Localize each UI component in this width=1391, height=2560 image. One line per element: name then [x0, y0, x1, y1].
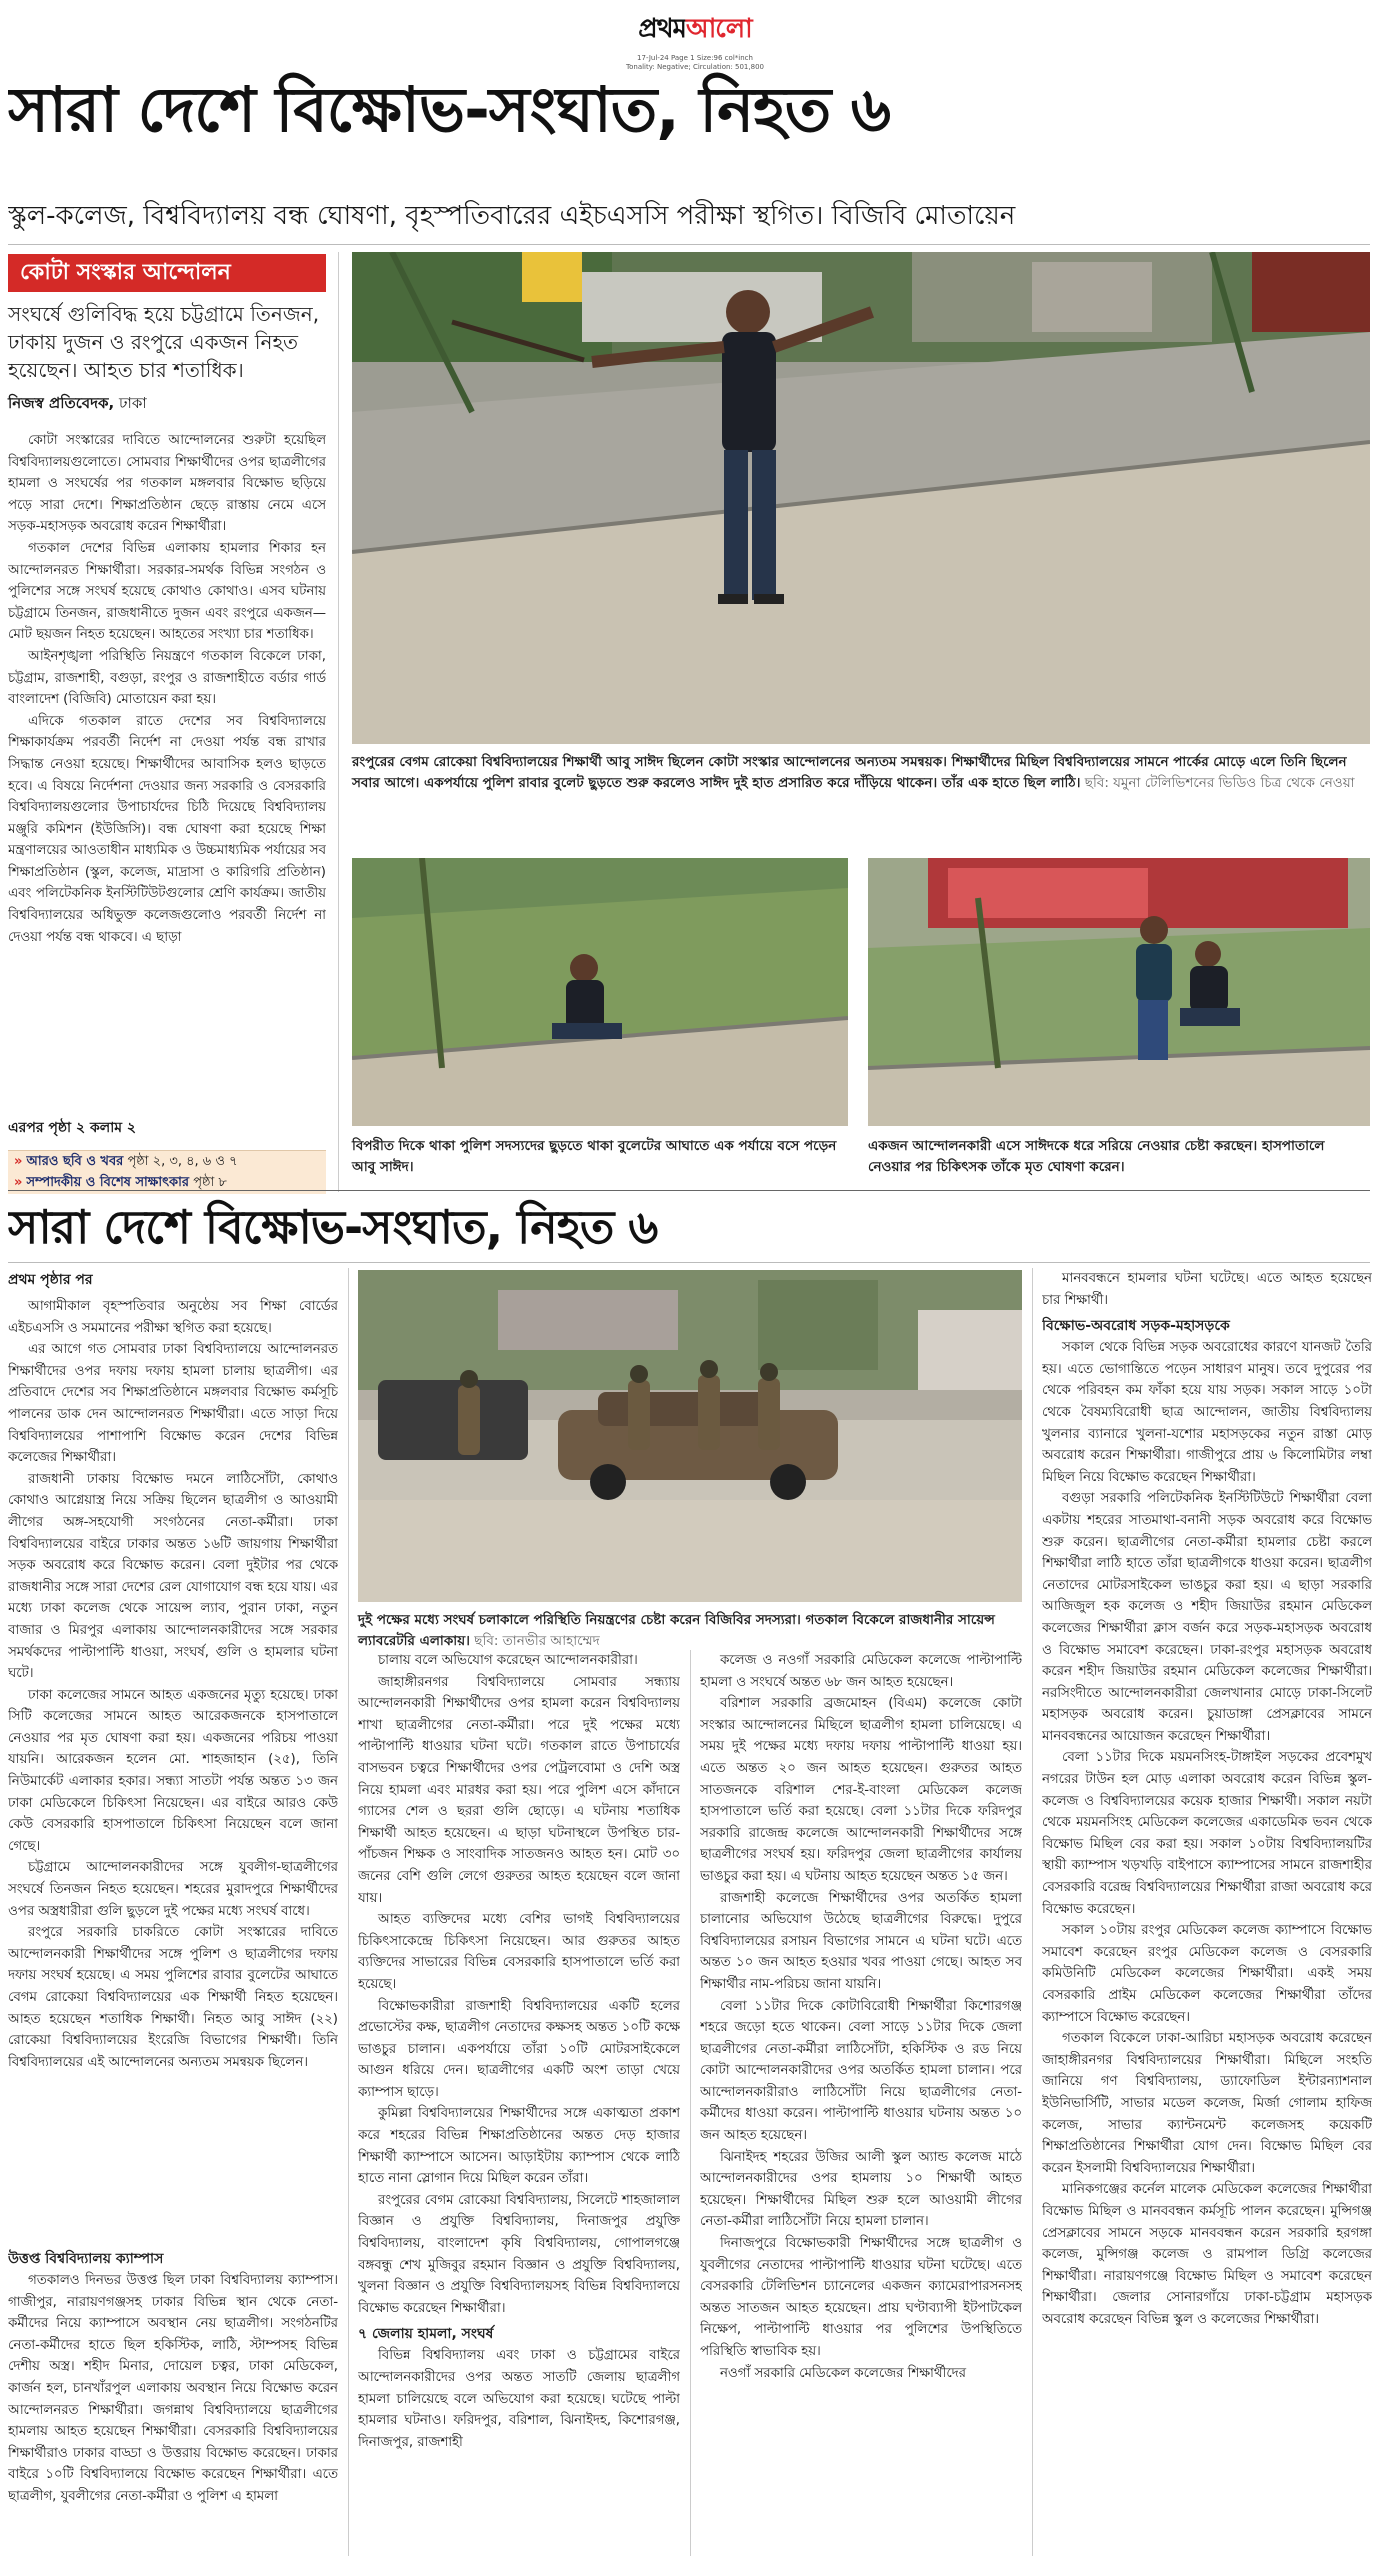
masthead	[600, 8, 790, 71]
paragraph: সকাল থেকে বিভিন্ন সড়ক অবরোধের কারণে যানজট তৈরি হয়। এতে ভোগান্তিতে পড়েন সাধারণ মানুষ। তবে দুপুরের পর থেকে পরিবহন কম ফাঁকা হয়ে যায় সড়ক। সকাল সাড়ে ১০টা থেকে বৈষম্যবিরোধী ছাত্র আন্দোলন, জাতীয় বিশ্ববিদ্যালয় খুলনার ব্যানারে খুলনা-যশোর মহাসড়কের নতুন রাস্তা মোড় অবরোধ করেন শিক্ষার্থীরা। গাজীপুরে প্রায় ৬ কিলোমিটার লম্বা মিছিল নিয়ে বিক্ষোভ করেছেন শিক্ষার্থীরা।	[1042, 1340, 1372, 1485]
bgb-photo	[358, 1270, 1022, 1602]
dateline: 17-Jul-24 Page 1 Size:96 col*inch Tonality: Negative; Circulation: 501,800	[626, 54, 764, 71]
paragraph: ঢাকা কলেজের সামনে আহত একজনের মৃত্যু হয়েছে। ঢাকা সিটি কলেজের সামনে আহত আরেকজনকে হাসপাতালে নেওয়ার পর মৃত ঘোষণা করা হয়। একজনের পরিচয় পাওয়া যায়নি। আরেকজন হলেন মো. শাহজাহান (২৫), তিনি নিউমার্কেট এলাকার হকার। সন্ধ্যা সাতটা পর্যন্ত অন্তত ১৩ জন ঢাকা মেডিকেলে চিকিৎসা নিয়েছেন। এর বাইরে আরও কেউ কেউ বেসরকারি হাসপাতালে চিকিৎসা নিয়েছেন বলে জানা গেছে।	[8, 1687, 338, 1854]
column-divider	[338, 252, 339, 1192]
column-divider	[1032, 1268, 1033, 2556]
paragraph: কলেজ ও নওগাঁ সরকারি মেডিকেল কলেজে পাল্টাপাল্টি হামলা ও সংঘর্ষে অন্তত ৬৮ জন আহত হয়েছেন।	[700, 1653, 1022, 1690]
subheading: উত্তপ্ত বিশ্ববিদ্যালয় ক্যাম্পাস	[8, 2251, 164, 2267]
paragraph: দিনাজপুরে বিক্ষোভকারী শিক্ষার্থীদের সঙ্গে ছাত্রলীগ ও যুবলীগের নেতাদের পাল্টাপাল্টি ধাওয়ার ঘটনা ঘটেছে। এতে বেসরকারি টেলিভিশন চ্যানেলের একজন ক্যামেরাপারসনসহ অন্তত সাতজন আহত হয়েছেন। প্রায় ঘণ্টাব্যাপী ইটপাটকেল নিক্ষেপ, পাল্টাপাল্টি ধাওয়ার পর পুলিশের উপস্থিতিতে পরিস্থিতি স্বাভাবিক হয়।	[700, 2236, 1022, 2359]
paragraph: রংপুরের বেগম রোকেয়া বিশ্ববিদ্যালয়, সিলেটে শাহজালাল বিজ্ঞান ও প্রযুক্তি বিশ্ববিদ্যালয়, দিনাজপুর প্রযুক্তি বিশ্ববিদ্যালয়, বাংলাদেশ কৃষি বিশ্ববিদ্যালয়, গোপালগঞ্জে বঙ্গবন্ধু শেখ মুজিবুর রহমান বিজ্ঞান ও প্রযুক্তি বিশ্ববিদ্যালয়, খুলনা বিজ্ঞান ও প্রযুক্তি বিশ্ববিদ্যালয়সহ বিভিন্ন বিশ্ববিদ্যালয়ে বিক্ষোভ করেছেন শিক্ষার্থীরা।	[358, 2192, 680, 2316]
subheadline: স্কুল-কলেজ, বিশ্ববিদ্যালয় বন্ধ ঘোষণা, বৃহস্পতিবারের এইচএসসি পরীক্ষা স্থগিত। বিজিবি মোতায়েন	[8, 201, 1016, 231]
newspaper-logo: প্রথমআলো	[638, 14, 752, 44]
subheading: বিক্ষোভ-অবরোধ সড়ক-মহাসড়কে	[1042, 1318, 1230, 1335]
paragraph: বেলা ১১টার দিকে ময়মনসিংহ-টাঙ্গাইল সড়কের প্রবেশমুখ নগরের টাউন হল মোড় এলাকা অবরোধ করেন বিভিন্ন স্কুল-কলেজ ও বিশ্ববিদ্যালয়ের কয়েক হাজার শিক্ষার্থী। সকাল নয়টা থেকে ময়মনসিংহ মেডিকেল কলেজের একাডেমিক ভবন থেকে বিক্ষোভ মিছিল বের করা হয়। সকাল ১০টায় বিশ্ববিদ্যালয়টির স্থায়ী ক্যাম্পাস খড়খড়ি বাইপাসে ক্যাম্পাসের সামনে রাজশাহীর বেসরকারি বরেন্দ্র বিশ্ববিদ্যালয়ের শিক্ষার্থীরা রাজা অবরোধ করে বিক্ষোভ করেছেন।	[1042, 1750, 1372, 1917]
paragraph: সকাল ১০টায় রংপুর মেডিকেল কলেজ ক্যাম্পাসে বিক্ষোভ সমাবেশ করেছেন রংপুর মেডিকেল কলেজ ও বেসরকারি কমিউনিটি মেডিকেল কলেজের শিক্ষার্থীরা। একই সময় বেসরকারি প্রাইম মেডিকেল কলেজের শিক্ষার্থীরা তাঁদের ক্যাম্পাসে বিক্ষোভ করেছেন।	[1042, 1923, 1372, 2025]
paragraph: এদিকে গতকাল রাতে দেশের সব বিশ্ববিদ্যালয়ে শিক্ষাকার্যক্রম পরবর্তী নির্দেশ না দেওয়া পর্যন্ত বন্ধ রাখার সিদ্ধান্ত নেওয়া হয়েছে। শিক্ষার্থীদের আবাসিক হলও ছাড়তে হবে। এ বিষয়ে নির্দেশনা দেওয়ার জন্য সরকারি ও বেসরকারি বিশ্ববিদ্যালয়গুলোর উপাচার্যদের চিঠি দিয়েছে বিশ্ববিদ্যালয় মঞ্জুরি কমিশন (ইউজিসি)। বন্ধ ঘোষণা করা হয়েছে শিক্ষা মন্ত্রণালয়ের আওতাধীন মাধ্যমিক ও উচ্চমাধ্যমিক পর্যায়ের সব শিক্ষাপ্রতিষ্ঠান (স্কুল, কলেজ, মাদ্রাসা ও কারিগরি প্রতিষ্ঠান) এবং পলিটেকনিক ইনস্টিটিউটগুলোর শ্রেণি কার্যক্রম। জাতীয় বিশ্ববিদ্যালয়ের অধিভুক্ত কলেজগুলোও পরবর্তী নির্দেশ না দেওয়া পর্যন্ত বন্ধ থাকবে। এ ছাড়া	[8, 713, 326, 945]
paragraph: ঝিনাইদহ শহরের উজির আলী স্কুল অ্যান্ড কলেজ মাঠে আন্দোলনকারীদের ওপর হামলায় ১০ শিক্ষার্থী আহত হয়েছেন। শিক্ষার্থীদের মিছিল শুরু হলে আওয়ামী লীগের নেতা-কর্মীরা লাঠিসোঁটা নিয়ে হামলা চালান।	[700, 2149, 1022, 2230]
jump-column-1	[8, 1296, 338, 2236]
more-link[interactable]: » সম্পাদকীয় ও বিশেষ সাক্ষাৎকার পৃষ্ঠা ৮	[14, 1175, 227, 1190]
paragraph: চট্টগ্রামে আন্দোলনকারীদের সঙ্গে যুবলীগ-ছাত্রলীগের সংঘর্ষে তিনজন নিহত হয়েছেন। শহরের মুরাদপুরে শিক্ষার্থীদের ওপর অস্ত্রধারীরা গুলি ছুড়লে দুই পক্ষের মধ্যে সংঘর্ষ বাধে।	[8, 1860, 338, 1919]
subheading: ৭ জেলায় হামলা, সংঘর্ষ	[358, 2326, 494, 2343]
double-arrow-icon: »	[14, 1175, 23, 1190]
paragraph: নওগাঁ সরকারি মেডিকেল কলেজের শিক্ষার্থীদের	[720, 2365, 966, 2381]
small-photo-caption-1: বিপরীত দিকে থাকা পুলিশ সদস্যদের ছুড়তে থাকা বুলেটের আঘাতে এক পর্যায়ে বসে পড়েন আবু সাঈদ।	[352, 1138, 837, 1175]
paragraph: বিক্ষোভকারীরা রাজশাহী বিশ্ববিদ্যালয়ের একটি হলের প্রভোস্টের কক্ষ, ছাত্রলীগ নেতাদের কক্ষসহ অন্তত ১০টি কক্ষে ভাঙচুর চালান। একপর্যায়ে তাঁরা ১০টি মোটরসাইকেলে আগুন ধরিয়ে দেন। ছাত্রলীগের একটি অংশ তাড়া খেয়ে ক্যাম্পাস ছাড়ে।	[358, 1998, 680, 2100]
main-headline: সারা দেশে বিক্ষোভ-সংঘাত, নিহত ৬	[8, 73, 891, 146]
column-divider	[690, 1650, 691, 2556]
more-link[interactable]: » আরও ছবি ও খবর পৃষ্ঠা ২, ৩, ৪, ৬ ও ৭	[14, 1154, 238, 1169]
byline: নিজস্ব প্রতিবেদক, ঢাকা	[8, 394, 147, 412]
continued-note: এরপর পৃষ্ঠা ২ কলাম ২	[8, 1120, 137, 1136]
jump-column-3	[700, 1650, 1022, 2550]
paragraph: গতকালও দিনভর উত্তপ্ত ছিল ঢাকা বিশ্ববিদ্যালয় ক্যাম্পাস। গাজীপুর, নারায়ণগঞ্জসহ ঢাকার বিভিন্ন স্থান থেকে নেতা-কর্মীদের নিয়ে ক্যাম্পাসে অবস্থান নেয় ছাত্রলীগ। সংগঠনটির নেতা-কর্মীদের হাতে ছিল হকিস্টিক, লাঠি, স্টাম্পসহ বিভিন্ন দেশীয় অস্ত্র। শহীদ মিনার, দোয়েল চত্বর, ঢাকা মেডিকেল, কার্জন হল, চানখাঁরপুল এলাকায় অবস্থান নিয়ে বিক্ষোভ করেন আন্দোলনরত শিক্ষার্থীরা। জগন্নাথ বিশ্ববিদ্যালয়ে ছাত্রলীগের হামলায় আহত হয়েছেন শিক্ষার্থীরা। বেসরকারি বিশ্ববিদ্যালয়ের শিক্ষার্থীরাও ঢাকার বাড্ডা ও উত্তরায় বিক্ষোভ করেছেন। ঢাকার বাইরে ১০টি বিশ্ববিদ্যালয়ে বিক্ষোভ করেছেন শিক্ষার্থীরা। এতে ছাত্রলীগ, যুবলীগের নেতা-কর্মীরা ও পুলিশ এ হামলা	[8, 2273, 338, 2504]
jump-column-2	[358, 1650, 680, 2550]
paragraph: বেলা ১১টার দিকে কোটাবিরোধী শিক্ষার্থীরা কিশোরগঞ্জ শহরে জড়ো হতে থাকেন। বেলা সাড়ে ১১টার দিকে জেলা ছাত্রলীগের নেতা-কর্মীরা লাঠিসোঁটা, হকিস্টিক ও রড নিয়ে কোটা আন্দোলনকারীদের ওপর অতর্কিত হামলা চালান। পরে আন্দোলনকারীরাও লাঠিসোঁটা নিয়ে ছাত্রলীগের নেতা-কর্মীদের ধাওয়া করেন। পাল্টাপাল্টি ধাওয়ার ঘটনায় অন্তত ১০ জন আহত হয়েছেন।	[700, 1998, 1022, 2144]
paragraph: কুমিল্লা বিশ্ববিদ্যালয়ের শিক্ষার্থীদের সঙ্গে একাত্মতা প্রকাশ করে শহরের বিভিন্ন শিক্ষাপ্রতিষ্ঠানের অন্তত দেড় হাজার শিক্ষার্থী ক্যাম্পাসে আসেন। আড়াইটায় ক্যাম্পাস থেকে লাঠি হাতে নানা স্লোগান দিয়ে মিছিল করেন তাঁরা।	[358, 2106, 680, 2187]
paragraph: রাজধানী ঢাকায় বিক্ষোভ দমনে লাঠিসোঁটা, কোথাও কোথাও আগ্নেয়াস্ত্র নিয়ে সক্রিয় ছিলেন ছাত্রলীগ ও আওয়ামী লীগের অঙ্গ-সহযোগী সংগঠনের নেতা-কর্মীরা। ঢাকা বিশ্ববিদ্যালয়ের বাইরে ঢাকার অন্তত ১৬টি জায়গায় শিক্ষার্থীরা সড়ক অবরোধ করে বিক্ষোভ করেন। বেলা দুইটার পর থেকে রাজধানীর সঙ্গে সারা দেশের রেল যোগাযোগ বন্ধ হয়ে যায়। এর মধ্যে ঢাকা কলেজ থেকে সায়েন্স ল্যাব, পুরান ঢাকা, নতুন বাজার ও মিরপুর এলাকায় আন্দোলনকারীদের সঙ্গে সরকার সমর্থকদের পাল্টাপাল্টি ধাওয়া, সংঘর্ষ, গুলি ও হামলার ঘটনা ঘটে।	[8, 1471, 338, 1682]
left-article-column	[8, 430, 326, 1110]
jump-column-4	[1042, 1268, 1372, 2556]
double-arrow-icon: »	[14, 1154, 23, 1169]
column-divider	[348, 1268, 349, 2556]
photo-sitting	[352, 858, 848, 1126]
section-tag: কোটা সংস্কার আন্দোলন	[8, 254, 326, 292]
bgb-photo-caption: দুই পক্ষের মধ্যে সংঘর্ষ চলাকালে পরিস্থিতি নিয়ন্ত্রণের চেষ্টা করেন বিজিবির সদস্যরা। গতকাল বিকেলে রাজধানীর সায়েন্স ল্যাবরেটরি এলাকায়। ছবি: তানভীর আহাম্মেদ	[358, 1612, 995, 1649]
paragraph: বরিশাল সরকারি ব্রজমোহন (বিএম) কলেজে কোটা সংস্কার আন্দোলনের মিছিলে ছাত্রলীগ হামলা চালিয়েছে। এ সময় দুই পক্ষের মধ্যে দফায় দফায় পাল্টাপাল্টি ধাওয়া হয়। এতে অন্তত ২০ জন আহত হয়েছেন। গুরুতর আহত সাতজনকে বরিশাল শের-ই-বাংলা মেডিকেল কলেজ হাসপাতালে ভর্তি করা হয়েছে। বেলা ১১টার দিকে ফরিদপুর সরকারি রাজেন্দ্র কলেজে আন্দোলনকারী শিক্ষার্থীদের সঙ্গে ছাত্রলীগের সংঘর্ষ হয়। ফরিদপুর জেলা ছাত্রলীগের কার্যালয় ভাঙচুর করা হয়। এ ঘটনায় আহত হয়েছেন অন্তত ১৫ জন।	[700, 1696, 1022, 1884]
jump-column-1-sub	[8, 2244, 338, 2554]
paragraph: কোটা সংস্কারের দাবিতে আন্দোলনের শুরুটা হয়েছিল বিশ্ববিদ্যালয়গুলোতে। সোমবার শিক্ষার্থীদের ওপর ছাত্রলীগের হামলা ও সংঘর্ষের পর গতকাল মঙ্গলবার বিক্ষোভ ছড়িয়ে পড়ে সারা দেশে। শিক্ষাপ্রতিষ্ঠান ছেড়ে রাস্তায় নেমে এসে সড়ক-মহাসড়ক অবরোধ করেন শিক্ষার্থীরা।	[8, 433, 326, 535]
main-photo-caption: রংপুরের বেগম রোকেয়া বিশ্ববিদ্যালয়ের শিক্ষার্থী আবু সাঈদ ছিলেন কোটা সংস্কার আন্দোলনের অন্যতম সমন্বয়ক। শিক্ষার্থীদের মিছিল বিশ্ববিদ্যালয়ের সামনে পার্কের মোড়ে এলে তিনি ছিলেন সবার আগে। একপর্যায়ে পুলিশ রাবার বুলেট ছুড়তে শুরু করলেও সাঈদ দুই হাত প্রসারিত করে দাঁড়িয়ে থাকেন। তাঁর এক হাতে ছিল লাঠি। ছবি: যমুনা টেলিভিশনের ভিডিও চিত্র থেকে নেওয়া	[352, 754, 1355, 791]
divider	[8, 244, 1370, 245]
jump-label: প্রথম পৃষ্ঠার পর	[8, 1272, 93, 1288]
paragraph: মানববন্ধনে হামলার ঘটনা ঘটেছে। এতে আহত হয়েছেন চার শিক্ষার্থী।	[1042, 1271, 1372, 1308]
paragraph: গতকাল দেশের বিভিন্ন এলাকায় হামলার শিকার হন আন্দোলনরত শিক্ষার্থীরা। সরকার-সমর্থক বিভিন্ন সংগঠন ও পুলিশের সঙ্গে সংঘর্ষ হয়েছে কোথাও কোথাও। এসব ঘটনায় চট্টগ্রামে তিনজন, রাজধানীতে দুজন এবং রংপুরে একজন—মোট ছয়জন নিহত হয়েছেন। আহতের সংখ্যা চার শতাধিক।	[8, 540, 326, 643]
paragraph: বিভিন্ন বিশ্ববিদ্যালয় এবং ঢাকা ও চট্টগ্রামের বাইরে আন্দোলনকারীদের ওপর অন্তত সাতটি জেলায় ছাত্রলীগ হামলা চালিয়েছে বলে অভিযোগ করা হয়েছে। ঘটেছে পাল্টা হামলার ঘটনাও। ফরিদপুর, বরিশাল, ঝিনাইদহ, কিশোরগঞ্জ, দিনাজপুর, রাজশাহী	[358, 2348, 680, 2450]
paragraph: জাহাঙ্গীরনগর বিশ্ববিদ্যালয়ে সোমবার সন্ধ্যায় আন্দোলনকারী শিক্ষার্থীদের ওপর হামলা করেন বিশ্ববিদ্যালয় শাখা ছাত্রলীগের নেতা-কর্মীরা। পরে দুই পক্ষের মধ্যে পাল্টাপাল্টি ধাওয়ার ঘটনা ঘটে। গতকাল রাতে উপাচার্যের বাসভবন চত্বরে শিক্ষার্থীদের ওপর পেট্রলবোমা ও দেশি অস্ত্র নিয়ে হামলা এবং মারধর করা হয়। পরে পুলিশ এসে কাঁদানে গ্যাসের শেল ও ছররা গুলি ছোড়ে। এ ঘটনায় শতাধিক শিক্ষার্থী আহত হয়েছেন। এ ছাড়া ঘটনাস্থলে উপস্থিত চার-পাঁচজন শিক্ষক ও সাংবাদিক সাতজনও আহত হন। মোট ৩০ জনের বেশি গুলি লেগে গুরুতর আহত হয়েছেন বলে জানা যায়।	[358, 1674, 680, 1906]
small-photo-caption-2: একজন আন্দোলনকারী এসে সাঈদকে ধরে সরিয়ে নেওয়ার চেষ্টা করছেন। হাসপাতালে নেওয়ার পর চিকিৎসক তাঁকে মৃত ঘোষণা করেন।	[868, 1138, 1325, 1175]
paragraph: চালায় বলে অভিযোগ করেছেন আন্দোলনকারীরা।	[378, 1653, 638, 1668]
jump-headline: সারা দেশে বিক্ষোভ-সংঘাত, নিহত ৬	[8, 1200, 658, 1254]
paragraph: গতকাল বিকেলে ঢাকা-আরিচা মহাসড়ক অবরোধ করেছেন জাহাঙ্গীরনগর বিশ্ববিদ্যালয়ের শিক্ষার্থীরা। মিছিলে সংহতি জানিয়ে গণ বিশ্ববিদ্যালয়, ড্যাফোডিল ইন্টারন্যাশনাল ইউনিভার্সিটি, সাভার মডেল কলেজ, মির্জা গোলাম হাফিজ কলেজ, সাভার ক্যান্টনমেন্ট কলেজসহ কয়েকটি শিক্ষাপ্রতিষ্ঠানের শিক্ষার্থীরা যোগ দেন। বিক্ষোভ মিছিল বের করেন ইসলামী বিশ্ববিদ্যালয়ের শিক্ষার্থীরা।	[1042, 2031, 1372, 2176]
paragraph: রংপুরে সরকারি চাকরিতে কোটা সংস্কারের দাবিতে আন্দোলনকারী শিক্ষার্থীদের সঙ্গে পুলিশ ও ছাত্রলীগের দফায় দফায় সংঘর্ষ হয়েছে। এ সময় পুলিশের রাবার বুলেটের আঘাতে বেগম রোকেয়া বিশ্ববিদ্যালয়ের এক শিক্ষার্থী নিহত হয়েছেন। আহত হয়েছেন শতাধিক শিক্ষার্থী। নিহত আবু সাঈদ (২২) রোকেয়া বিশ্ববিদ্যালয়ের ইংরেজি বিভাগের শিক্ষার্থী। তিনি বিশ্ববিদ্যালয়ের এই আন্দোলনের অন্যতম সমন্বয়ক ছিলেন।	[8, 1925, 338, 2070]
more-box	[8, 1150, 326, 1194]
paragraph: মানিকগঞ্জের কর্নেল মালেক মেডিকেল কলেজের শিক্ষার্থীরা বিক্ষোভ মিছিল ও মানববন্ধন কর্মসূচি পালন করেছেন। মুন্সিগঞ্জ প্রেসক্লাবের সামনে সড়কে মানববন্ধন করেন সরকারি হরগঙ্গা কলেজ, মুন্সিগঞ্জ কলেজ ও রামপাল ডিগ্রি কলেজের শিক্ষার্থীরা। নারায়ণগঞ্জে বিক্ষোভ মিছিল ও সমাবেশ করেছেন শিক্ষার্থীরা। জেলার সোনারগাঁয়ে ঢাকা-চট্টগ্রাম মহাসড়ক অবরোধ করেছেন বিভিন্ন স্কুল ও কলেজের শিক্ষার্থীরা।	[1042, 2182, 1372, 2327]
divider	[8, 1190, 1370, 1191]
main-photo	[352, 252, 1370, 744]
paragraph: আহত ব্যক্তিদের মধ্যে বেশির ভাগই বিশ্ববিদ্যালয়ের চিকিৎসাকেন্দ্রে চিকিৎসা নিয়েছেন। আর গুরুতর আহত ব্যক্তিদের সাভারের বিভিন্ন বেসরকারি হাসপাতালে ভর্তি করা হয়েছে।	[358, 1912, 680, 1992]
lead-text: সংঘর্ষে গুলিবিদ্ধ হয়ে চট্টগ্রামে তিনজন, ঢাকায় দুজন ও রংপুরে একজন নিহত হয়েছেন। আহত চার শতাধিক।	[8, 302, 320, 382]
paragraph: আইনশৃঙ্খলা পরিস্থিতি নিয়ন্ত্রণে গতকাল বিকেলে ঢাকা, চট্টগ্রাম, রাজশাহী, বগুড়া, রংপুর ও রাজশাহীতে বর্ডার গার্ড বাংলাদেশ (বিজিবি) মোতায়েন করা হয়।	[8, 648, 326, 708]
paragraph: আগামীকাল বৃহস্পতিবার অনুষ্ঠেয় সব শিক্ষা বোর্ডের এইচএসসি ও সমমানের পরীক্ষা স্থগিত করা হয়েছে।	[8, 1299, 338, 1336]
paragraph: বগুড়া সরকারি পলিটেকনিক ইনস্টিটিউটে শিক্ষার্থীরা বেলা একটায় শহরের সাতমাথা-বনানী সড়ক অবরোধ করে বিক্ষোভ শুরু করেন। ছাত্রলীগের নেতা-কর্মীরা হামলার চেষ্টা করলে শিক্ষার্থীরা লাঠি হাতে তাঁরা ছাত্রলীগকে ধাওয়া করেন। ছাত্রলীগ নেতাদের মোটরসাইকেল ভাঙচুর করা হয়। এ ছাড়া সরকারি আজিজুল হক কলেজ ও শহীদ জিয়াউর রহমান মেডিকেল কলেজের শিক্ষার্থীরা ক্লাস বর্জন করে সড়ক-মহাসড়ক অবরোধ ও বিক্ষোভ সমাবেশ করেছেন। ঢাকা-রংপুর মহাসড়ক অবরোধ করেন শহীদ জিয়াউর রহমান মেডিকেল কলেজের শিক্ষার্থীরা। নরসিংদীতে আন্দোলনকারীরা জেলখানার মোড়ে ঢাকা-সিলেট মহাসড়ক অবরোধ করেন। চুয়াডাঙ্গা প্রেসক্লাবের সামনে মানববন্ধনের আয়োজন করেছেন শিক্ষার্থীরা।	[1042, 1491, 1372, 1744]
photo-helped	[868, 858, 1370, 1126]
divider	[8, 1262, 1370, 1263]
paragraph: রাজশাহী কলেজে শিক্ষার্থীদের ওপর অতর্কিত হামলা চালানোর অভিযোগ উঠেছে ছাত্রলীগের বিরুদ্ধে। দুপুরে বিশ্ববিদ্যালয়ের রসায়ন বিভাগের সামনে এ ঘটনা ঘটে। এতে অন্তত ১০ জন আহত হওয়ার খবর পাওয়া গেছে। আহত সব শিক্ষার্থীর নাম-পরিচয় জানা যায়নি।	[700, 1890, 1022, 1992]
paragraph: এর আগে গত সোমবার ঢাকা বিশ্ববিদ্যালয়ে আন্দোলনরত শিক্ষার্থীদের ওপর দফায় দফায় হামলা চালায় ছাত্রলীগ। এর প্রতিবাদে দেশের সব শিক্ষাপ্রতিষ্ঠানে মঙ্গলবার বিক্ষোভ কর্মসূচি পালনের ডাক দেন আন্দোলনরত শিক্ষার্থীরা। এতে সাড়া দিয়ে বিশ্ববিদ্যালয়ের পাশাপাশি বিক্ষোভ করেন দেশের বিভিন্ন কলেজের শিক্ষার্থীরা।	[8, 1342, 338, 1466]
